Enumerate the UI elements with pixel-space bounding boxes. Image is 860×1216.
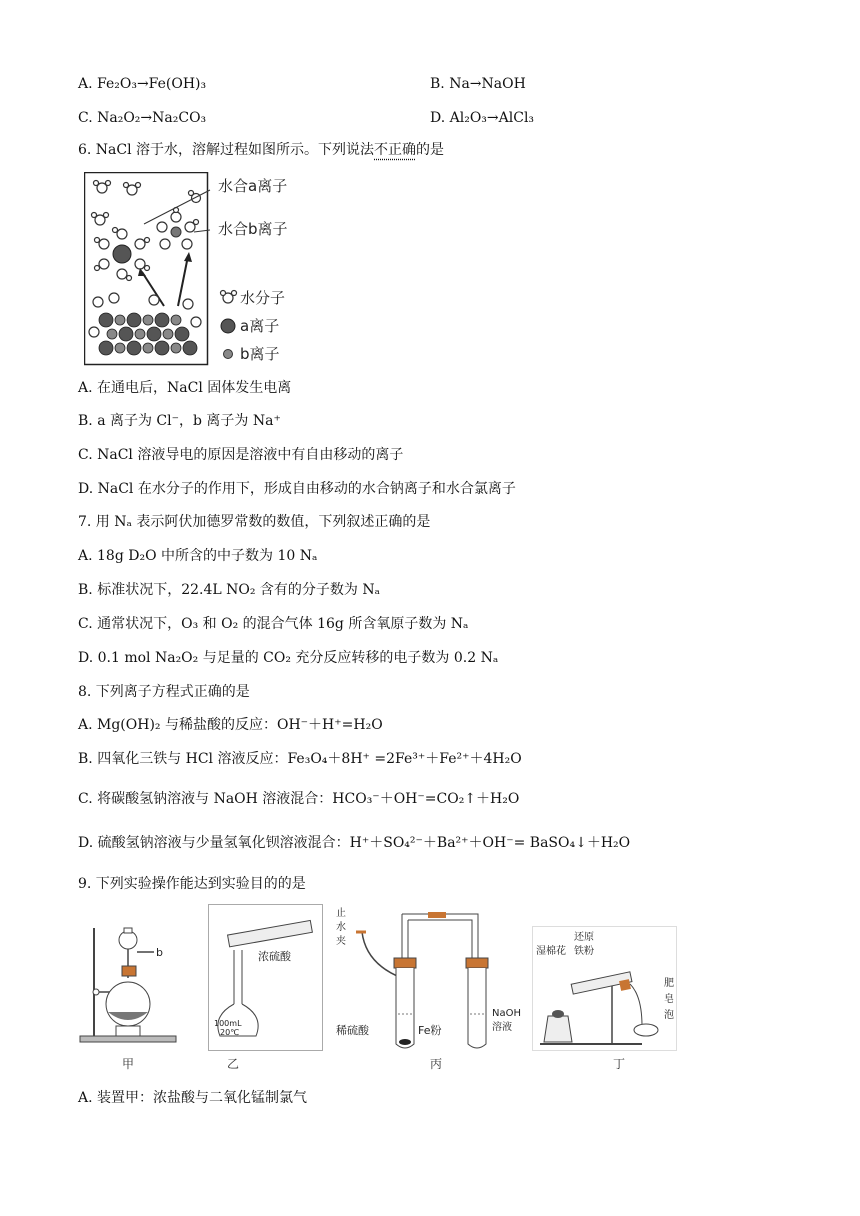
caption-jia: 甲 bbox=[122, 1057, 135, 1071]
apparatus-yi-figure bbox=[208, 904, 324, 1052]
q8-option-c: C. 将碳酸氢钠溶液与 NaOH 溶液混合：HCO₃⁻＋OH⁻=CO₂↑＋H₂O bbox=[78, 791, 520, 807]
q8-option-b: B. 四氧化三铁与 HCl 溶液反应：Fe₃O₄＋8H⁺ =2Fe³⁺＋Fe²⁺＋4H₂O bbox=[78, 751, 522, 767]
yi-flask-volume: 100mL bbox=[214, 1019, 242, 1028]
legend-water: 水分子 bbox=[240, 289, 286, 307]
bing-label-fe: Fe粉 bbox=[418, 1024, 442, 1037]
q5-option-d: D. Al₂O₃→AlCl₃ bbox=[430, 110, 535, 126]
ding-label-fe-1: 还原 bbox=[574, 932, 594, 943]
jia-label-b: b bbox=[156, 946, 163, 959]
nacl-dissolution-figure bbox=[84, 172, 314, 368]
q6-stem-post: 的是 bbox=[416, 142, 445, 158]
q7-option-a: A. 18g D₂O 中所含的中子数为 10 Nₐ bbox=[78, 548, 318, 564]
q6-stem bbox=[78, 140, 444, 160]
q6-stem-emphasis: 不正确 bbox=[374, 142, 417, 158]
ding-label-soap-2: 皂 bbox=[664, 994, 674, 1005]
q9-option-a: A. 装置甲：浓盐酸与二氧化锰制氯气 bbox=[78, 1090, 308, 1106]
q7-option-c: C. 通常状况下，O₃ 和 O₂ 的混合气体 16g 所含氧原子数为 Nₐ bbox=[78, 616, 469, 632]
label-hydrated-a: 水合a离子 bbox=[218, 177, 288, 195]
bing-clamp-3: 夹 bbox=[336, 936, 346, 947]
q6-option-c: C. NaCl 溶液导电的原因是溶液中有自由移动的离子 bbox=[78, 447, 404, 463]
q6-stem-pre: 6. NaCl 溶于水，溶解过程如图所示。下列说法 bbox=[78, 142, 375, 158]
ding-label-soap-1: 肥 bbox=[664, 978, 674, 989]
ding-label-cotton: 湿棉花 bbox=[536, 946, 566, 957]
q5-option-b: B. Na→NaOH bbox=[430, 76, 526, 92]
apparatus-ding-figure bbox=[532, 926, 678, 1052]
q6-option-d: D. NaCl 在水分子的作用下，形成自由移动的水合钠离子和水合氯离子 bbox=[78, 481, 516, 497]
label-hydrated-b: 水合b离子 bbox=[218, 220, 288, 238]
q5-option-c: C. Na₂O₂→Na₂CO₃ bbox=[78, 110, 207, 126]
legend-b-ion: b离子 bbox=[240, 345, 280, 363]
caption-bing: 丙 bbox=[430, 1057, 443, 1071]
q8-option-a: A. Mg(OH)₂ 与稀盐酸的反应：OH⁻＋H⁺=H₂O bbox=[78, 717, 383, 733]
bing-label-solution: 溶液 bbox=[492, 1022, 512, 1033]
q5-option-a: A. Fe₂O₃→Fe(OH)₃ bbox=[78, 76, 207, 92]
q8-option-d: D. 硫酸氢钠溶液与少量氢氧化钡溶液混合：H⁺＋SO₄²⁻＋Ba²⁺＋OH⁻= BaSO₄↓＋H₂O bbox=[78, 835, 631, 851]
ding-label-soap-3: 泡 bbox=[664, 1010, 674, 1021]
q7-option-d: D. 0.1 mol Na₂O₂ 与足量的 CO₂ 充分反应转移的电子数为 0.2 Nₐ bbox=[78, 650, 499, 666]
apparatus-jia-figure bbox=[76, 918, 186, 1048]
q6-option-b: B. a 离子为 Cl⁻，b 离子为 Na⁺ bbox=[78, 413, 281, 429]
legend-a-ion: a离子 bbox=[240, 317, 280, 335]
q7-option-b: B. 标准状况下，22.4L NO₂ 含有的分子数为 Nₐ bbox=[78, 582, 380, 598]
caption-yi: 乙 bbox=[227, 1057, 240, 1071]
bing-clamp-1: 止 bbox=[336, 908, 346, 919]
apparatus-bing-figure bbox=[332, 904, 532, 1052]
q8-stem: 8. 下列离子方程式正确的是 bbox=[78, 684, 250, 700]
q6-option-a: A. 在通电后，NaCl 固体发生电离 bbox=[78, 380, 292, 396]
bing-label-naoh: NaOH bbox=[492, 1008, 521, 1019]
yi-label-acid: 浓硫酸 bbox=[258, 950, 291, 963]
yi-flask-temp: 20℃ bbox=[220, 1028, 240, 1037]
bing-clamp-2: 水 bbox=[336, 922, 346, 933]
q9-stem: 9. 下列实验操作能达到实验目的的是 bbox=[78, 876, 306, 892]
bing-label-acid: 稀硫酸 bbox=[336, 1024, 369, 1037]
ding-label-fe-2: 铁粉 bbox=[574, 946, 594, 957]
caption-ding: 丁 bbox=[613, 1057, 626, 1071]
q7-stem: 7. 用 Nₐ 表示阿伏加德罗常数的数值，下列叙述正确的是 bbox=[78, 514, 431, 530]
